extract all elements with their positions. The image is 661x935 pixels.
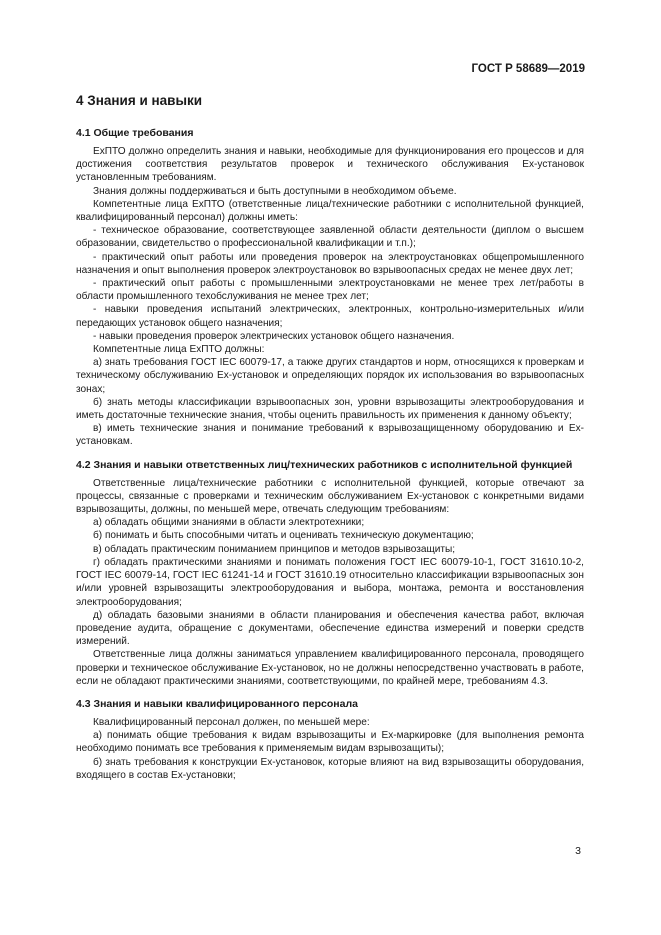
paragraph: Компетентные лица ExПТО (ответственные лица/технические работники с исполнительной функцией, квалифицированный персонал) должны иметь: — [76, 198, 584, 224]
section-4-1 — [76, 126, 584, 449]
paragraph: ExПТО должно определить знания и навыки, необходимые для функционирования его процессов и для достижения соответствия результатов проверок и технического обслуживания Ex-установок установленным требованиям. — [76, 146, 584, 184]
section-title: 4.3 Знания и навыки квалифицированного персонала — [76, 697, 358, 710]
list-item: б) знать методы классификации взрывоопасных зон, уровни взрывозащиты электрооборудования и иметь достаточные технические знания, чтобы оценить правильность их применения к данному объекту; — [76, 396, 584, 422]
section-title: 4.2 Знания и навыки ответственных лиц/технических работников с исполнительной функцией — [76, 458, 573, 471]
list-item: б) знать требования к конструкции Ex-установок, которые влияют на вид взрывозащиты оборудования, входящего в состав Ex-установки; — [76, 756, 584, 781]
list-item: в) обладать практическим пониманием принципов и методов взрывозащиты; — [93, 543, 456, 555]
paragraph: Ответственные лица должны заниматься управлением квалифицированного персонала, проводящего проверки и техническое обслуживание Ex-установок, но не должны непосредственно участвовать в работе, если не обладают практическими знаниями, соответствующими, по крайней мере, требованиям 4.3. — [76, 649, 584, 687]
section-4-3 — [76, 697, 584, 782]
document-body — [76, 92, 584, 791]
list-item: - практический опыт работы с промышленными электроустановками не менее трех лет/работы в области промышленного техобслуживания не менее трех лет; — [76, 278, 584, 303]
standard-designation: ГОСТ Р 58689—2019 — [471, 63, 585, 75]
list-item: - практический опыт работы или проведения проверок на электроустановках общепромышленного назначения и опыт выполнения проверок электроустановок во взрывоопасных средах не менее двух лет; — [76, 251, 584, 276]
list-item: г) обладать практическими знаниями и понимать положения ГОСТ IEC 60079-10-1, ГОСТ 31610.10-2, ГОСТ IEC 60079-14, ГОСТ IEC 61241-14 и ГОСТ 31610.19 относительно классификации взрывоопасных зон и/или уровней взрывозащиты электрооборудования и выбора, монтажа, ремонта и восстановления электрооборудования; — [76, 556, 584, 608]
list-item: - техническое образование, соответствующее заявленной области деятельности (диплом о высшем образовании, свидетельство о профессиональной квалификации и т.п.); — [76, 225, 584, 250]
paragraph: Квалифицированный персонал должен, по меньшей мере: — [93, 716, 370, 728]
list-item: - навыки проведения проверок электрических установок общего назначения. — [93, 330, 455, 342]
list-item: б) понимать и быть способными читать и оценивать техническую документацию; — [93, 530, 474, 542]
list-item: д) обладать базовыми знаниями в области планирования и обеспечения качества работ, включая проведение аудита, обращение с документами, обеспечение единства измерений и поверки средств измерений. — [76, 609, 584, 648]
list-item: в) иметь технические знания и понимание требований к взрывозащищенному оборудованию и Ex-установкам. — [76, 423, 584, 448]
chapter-title: 4 Знания и навыки — [76, 93, 203, 108]
list-item: а) знать требования ГОСТ IEC 60079-17, а также других стандартов и норм, относящихся к проверкам и техническому обслуживанию Ex-установок и определяющих порядок их использования во взрывоопасных зонах; — [76, 357, 584, 395]
page-number: 3 — [575, 845, 581, 857]
list-item: - навыки проведения испытаний электрических, электронных, контрольно-измерительных и/или передающих установок общего назначения; — [76, 304, 584, 329]
paragraph: Компетентные лица ExПТО должны: — [93, 344, 265, 356]
section-title: 4.1 Общие требования — [76, 127, 194, 139]
paragraph: Ответственные лица/технические работники с исполнительной функцией, которые отвечают за процессы, связанные с проверками и техническим обслуживанием Ex-установок с конкретными видами взрывозащиты, должны, по меньшей мере, отвечать следующим требованиям: — [76, 477, 584, 516]
list-item: а) понимать общие требования к видам взрывозащиты и Ex-маркировке (для выполнения ремонта необходимо понимать все требования к применяемым видам взрывозащиты); — [76, 730, 584, 755]
list-item: а) обладать общими знаниями в области электротехники; — [93, 517, 365, 529]
paragraph: Знания должны поддерживаться и быть доступными в необходимом объеме. — [93, 185, 457, 197]
section-4-2 — [76, 458, 584, 688]
